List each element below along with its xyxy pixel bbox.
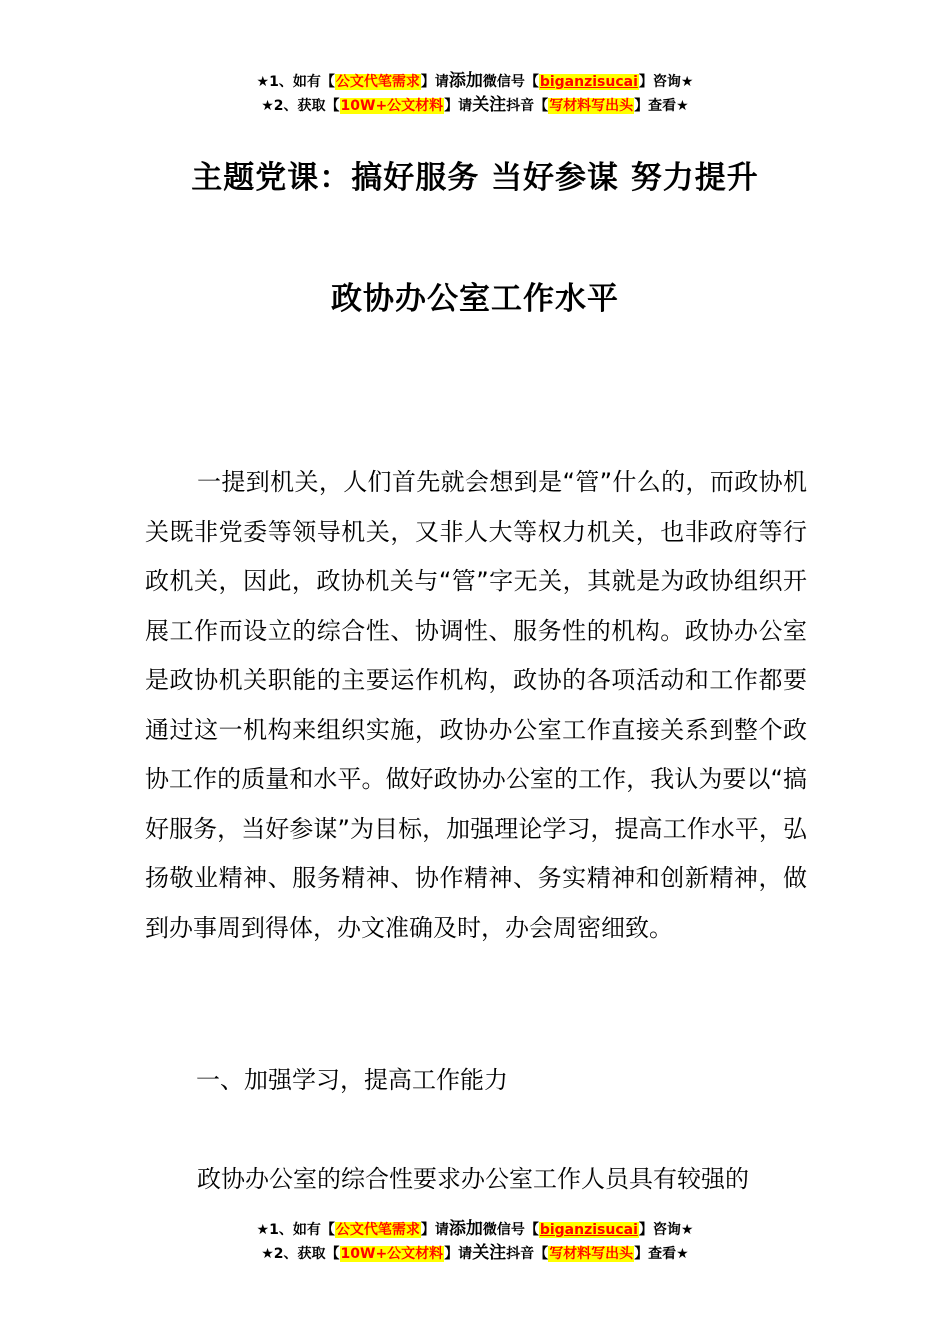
wechat-id[interactable]: biganzisucai xyxy=(539,74,638,90)
promo-line-2: ★2、获取【10W+公文材料】请关注抖音【写材料写出头】查看★ xyxy=(261,95,689,115)
section-heading-1: 一、加强学习，提高工作能力 xyxy=(196,1066,508,1094)
douyin-account[interactable]: 写材料写出头 xyxy=(549,98,634,114)
materials-highlight: 10W+公文材料 xyxy=(340,98,444,114)
promo-line-1: ★1、如有【公文代笔需求】请添加微信号【biganzisucai】咨询★ xyxy=(256,1219,694,1239)
top-promo-banner xyxy=(0,70,950,118)
wechat-id[interactable]: biganzisucai xyxy=(539,1222,638,1238)
service-highlight: 公文代笔需求 xyxy=(335,1222,420,1238)
promo-line-2: ★2、获取【10W+公文材料】请关注抖音【写材料写出头】查看★ xyxy=(261,1243,689,1263)
document-title-line-1: 主题党课：搞好服务 当好参谋 努力提升 xyxy=(191,160,759,196)
service-highlight: 公文代笔需求 xyxy=(335,74,420,90)
materials-highlight: 10W+公文材料 xyxy=(340,1246,444,1262)
document-title-line-2: 政协办公室工作水平 xyxy=(331,281,619,317)
douyin-account[interactable]: 写材料写出头 xyxy=(549,1246,634,1262)
body-paragraph-1: 一提到机关，人们首先就会想到是“管”什么的，而政协机关既非党委等领导机关，又非人大等权力机关，也非政府等行政机关，因此，政协机关与“管”字无关，其就是为政协组织开展工作而设立的综合性、协调性、服务性的机构。政协办公室是政协机关职能的主要运作机构，政协的各项活动和工作都要通过这一机构来组织实施，政协办公室工作直接关系到整个政协工作的质量和水平。做好政协办公室的工作，我认为要以“搞好服务，当好参谋”为目标，加强理论学习，提高工作水平，弘扬敬业精神、服务精神、协作精神、务实精神和创新精神，做到办事周到得体，办文准确及时，办会周密细致。 xyxy=(145,468,807,942)
body-paragraph-2: 政协办公室的综合性要求办公室工作人员具有较强的 xyxy=(197,1165,749,1193)
promo-line-1: ★1、如有【公文代笔需求】请添加微信号【biganzisucai】咨询★ xyxy=(256,71,694,91)
bottom-promo-banner xyxy=(0,1218,950,1266)
